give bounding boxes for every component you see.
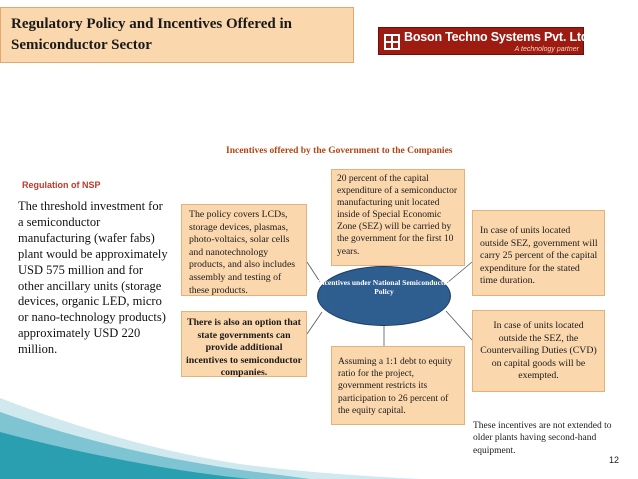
logo-tagline: A technology partner bbox=[514, 46, 579, 53]
diagram-title: Incentives offered by the Government to the Companies bbox=[226, 146, 453, 156]
incentive-box-state-incentives: There is also an option that state governments can provide additional incentives to semiconductor companies. bbox=[181, 311, 307, 377]
slide-title-line-2: Semiconductor Sector bbox=[11, 37, 152, 53]
logo-company-name: Boson Techno Systems Pvt. Ltd. bbox=[404, 30, 592, 44]
slide-title-line-1: Regulatory Policy and Incentives Offered in bbox=[11, 16, 292, 32]
page-number: 12 bbox=[609, 455, 620, 465]
nsp-heading: Regulation of NSP bbox=[22, 180, 101, 190]
footnote: These incentives are not extended to older plants having second-hand equipment. bbox=[473, 421, 612, 456]
incentive-box-cvd-exemption: In case of units located outside the SEZ, the Countervailing Duties (CVD) on capital goods will be exempted. bbox=[472, 310, 605, 392]
center-label: Incentives under National Semiconductor Policy bbox=[317, 278, 451, 297]
nsp-body-text: The threshold investment for a semiconductor manufacturing (wafer fabs) plant would be approximately USD 575 million and for other ancillary units (storage devices, organic LED, micro or nano-technology products) approximately USD 220 million. bbox=[18, 199, 168, 357]
incentive-box-equity-participation: Assuming a 1:1 debt to equity ratio for the project, government restricts its participation to 26 percent of the equity capital. bbox=[331, 346, 465, 425]
incentive-box-outside-sez-25-percent: In case of units located outside SEZ, government will carry 25 percent of the capital expenditure for the stated time duration. bbox=[472, 210, 605, 296]
incentive-box-sez-20-percent: 20 percent of the capital expenditure of a semiconductor manufacturing unit located inside of Special Economic Zone (SEZ) will be carried by the government for the first 10 years. bbox=[331, 169, 465, 266]
incentive-box-policy-coverage: The policy covers LCDs, storage devices, plasmas, photo-voltaics, solar cells and nanotechnology products, and also includes assembly and testing of these products. bbox=[181, 204, 307, 296]
